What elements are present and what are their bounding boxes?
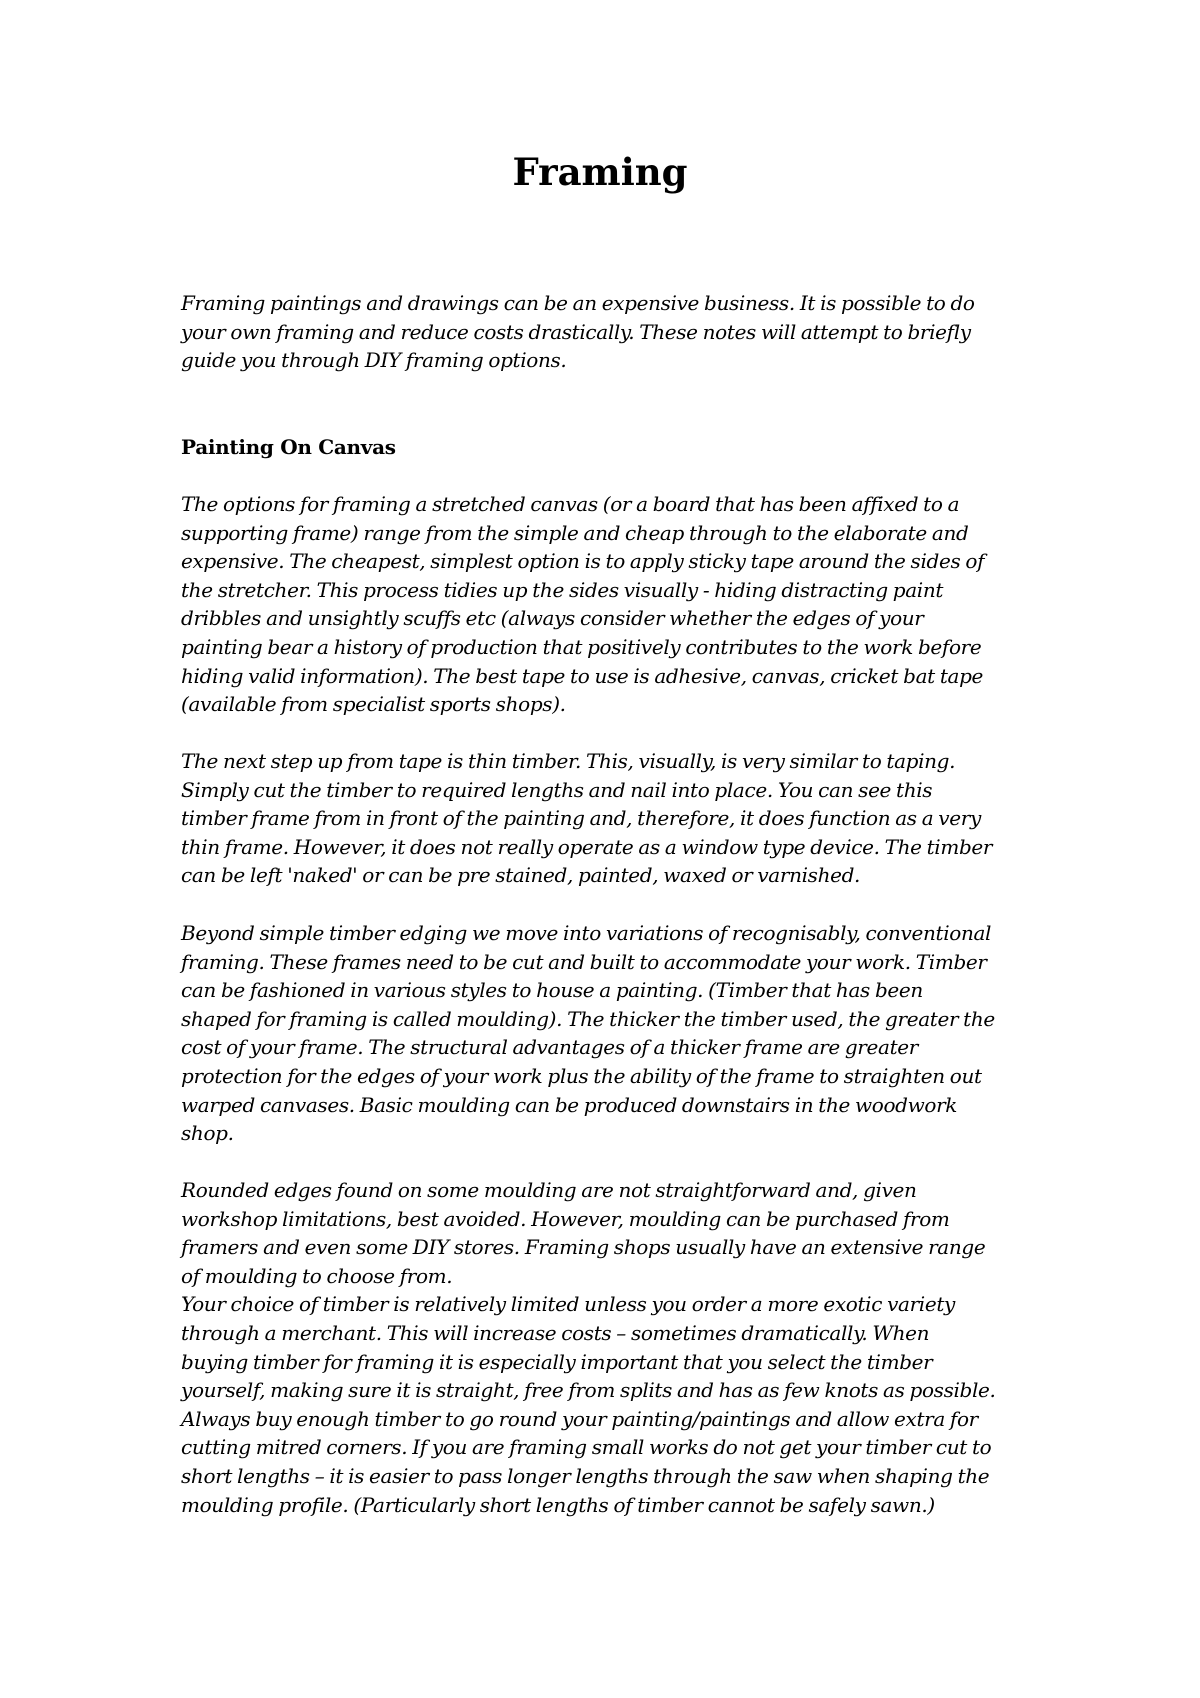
text-line: guide you through DIY framing options. xyxy=(181,348,567,373)
text-line: thin frame. However, it does not really operate as a window type device. The timber xyxy=(181,834,993,859)
text-line: The next step up from tape is thin timber. This, visually, is very similar to taping. xyxy=(181,749,956,773)
text-line: buying timber for framing it is especially important that you select the timber xyxy=(181,1349,933,1374)
text-line: workshop limitations, best avoided. However, moulding can be purchased from xyxy=(181,1206,950,1231)
page-title: Framing xyxy=(512,150,688,194)
intro-paragraph xyxy=(181,289,1041,375)
text-line: can be fashioned in various styles to house a painting. (Timber that has been xyxy=(181,978,923,1003)
text-line: of moulding to choose from. xyxy=(181,1263,453,1288)
text-line: framers and even some DIY stores. Framing shops usually have an extensive range xyxy=(181,1235,986,1260)
text-line: Simply cut the timber to required lengths and nail into place. You can see this xyxy=(181,777,933,802)
text-line: timber frame from in front of the painting and, therefore, it does function as a very xyxy=(181,806,981,831)
text-line: Rounded edges found on some moulding are not straightforward and, given xyxy=(181,1178,917,1202)
text-line: expensive. The cheapest, simplest option is to apply sticky tape around the sides of xyxy=(181,549,985,574)
text-line: shop. xyxy=(181,1121,234,1146)
text-line: warped canvases. Basic moulding can be produced downstairs in the woodwork xyxy=(181,1092,958,1117)
paragraph-thin-timber xyxy=(181,747,1041,890)
text-line: Your choice of timber is relatively limited unless you order a more exotic variety xyxy=(181,1292,955,1317)
section-heading: Painting On Canvas xyxy=(181,435,396,459)
text-line: through a merchant. This will increase costs – sometimes dramatically. When xyxy=(181,1320,930,1345)
text-line: protection for the edges of your work plus the ability of the frame to straighten out xyxy=(181,1063,982,1088)
text-line: moulding profile. (Particularly short lengths of timber cannot be safely sawn.) xyxy=(181,1492,935,1517)
text-line: your own framing and reduce costs drastically. These notes will attempt to briefly xyxy=(181,319,971,344)
text-line: yourself, making sure it is straight, free from splits and has as few knots as possible. xyxy=(181,1378,996,1403)
text-line: short lengths – it is easier to pass longer lengths through the saw when shaping the xyxy=(181,1463,990,1488)
text-line: Always buy enough timber to go round your painting/paintings and allow extra for xyxy=(181,1406,978,1431)
text-line: Framing paintings and drawings can be an expensive business. It is possible to do xyxy=(181,291,975,315)
text-line: cutting mitred corners. If you are framing small works do not get your timber cut to xyxy=(181,1435,992,1460)
text-line: painting bear a history of production that positively contributes to the work before xyxy=(181,634,982,659)
text-line: can be left 'naked' or can be pre stained, painted, waxed or varnished. xyxy=(181,863,861,888)
text-line: The options for framing a stretched canvas (or a board that has been affixed to a xyxy=(181,492,960,516)
paragraph-moulding xyxy=(181,1176,1041,1519)
text-line: dribbles and unsightly scuffs etc (always consider whether the edges of your xyxy=(181,606,924,631)
paragraph-tape xyxy=(181,490,1041,719)
text-line: (available from specialist sports shops). xyxy=(181,692,566,717)
text-line: hiding valid information). The best tape to use is adhesive, canvas, cricket bat tape xyxy=(181,663,984,688)
text-line: shaped for framing is called moulding). The thicker the timber used, the greater the xyxy=(181,1006,995,1031)
text-line: framing. These frames need to be cut and built to accommodate your work. Timber xyxy=(181,949,987,974)
text-line: cost of your frame. The structural advantages of a thicker frame are greater xyxy=(181,1035,918,1060)
text-line: Beyond simple timber edging we move into variations of recognisably, conventional xyxy=(181,921,992,945)
paragraph-conventional-framing xyxy=(181,919,1041,1148)
text-line: supporting frame) range from the simple and cheap through to the elaborate and xyxy=(181,520,969,545)
text-line: the stretcher. This process tidies up the sides visually - hiding distracting paint xyxy=(181,577,944,602)
